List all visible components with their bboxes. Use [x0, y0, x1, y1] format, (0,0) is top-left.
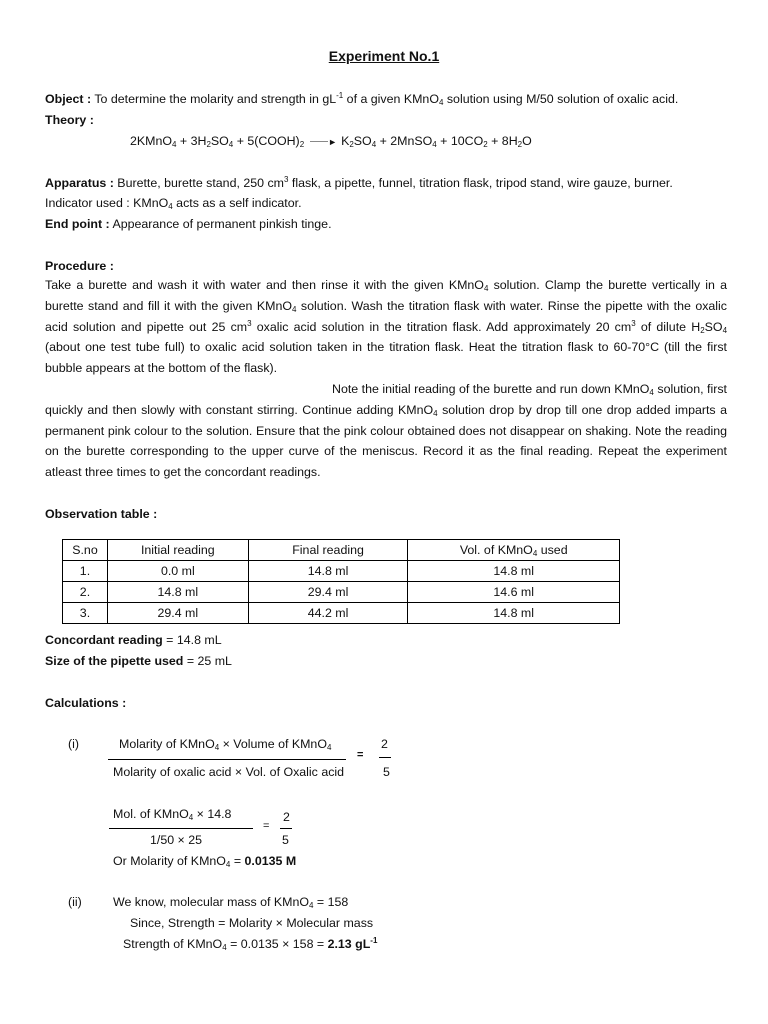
formula2-equals: = — [263, 820, 270, 832]
object-label: Object : — [45, 92, 92, 106]
observation-table — [62, 539, 620, 624]
formula1-equals: = — [357, 749, 364, 761]
ratio2-numerator: 2 — [283, 810, 290, 824]
molarity-result: Or Molarity of KMnO$_4$ = 0.0135 M — [113, 854, 297, 869]
strength-result: Strength of KMnO$_4$ = 0.0135 × 158 = 2.13 $gL^{-1}$ — [123, 936, 378, 952]
indicator-line: Indicator used : KMnO$_4$ acts as a self indicator. — [45, 196, 302, 211]
procedure-label: Procedure : — [45, 259, 114, 273]
theory-label: Theory : — [45, 113, 94, 127]
ratio1-fraction-line — [379, 757, 391, 758]
end-point-line: End point : Appearance of permanent pinkish tinge. — [45, 217, 332, 231]
object-line: Object : To determine the molarity and strength in $gL^{-1}$ of a given KMnO$_4$ solution using M/50 solution of oxalic acid. — [45, 91, 679, 107]
apparatus-label: Apparatus : — [45, 176, 114, 190]
table-row: 3. 29.4 ml 44.2 ml 14.8 ml — [63, 603, 620, 624]
experiment-title: Experiment No.1 — [328, 48, 440, 64]
apparatus-line: Apparatus : Burette, burette stand, 250 $cm^3$ flask, a pipette, funnel, titration flask, tripod stand, wire gauze, burner. — [45, 175, 673, 190]
table-row: 1. 0.0 ml 14.8 ml 14.8 ml — [63, 561, 620, 582]
pipette-size: Size of the pipette used = 25 mL — [45, 654, 232, 668]
header-volume: Vol. of KMnO$_4$ used — [408, 540, 620, 561]
formula2-denominator: 1/50 × 25 — [150, 833, 203, 847]
calculations-label: Calculations : — [45, 696, 127, 710]
ratio2-denominator: 5 — [282, 833, 289, 847]
observation-label: Observation table : — [45, 507, 158, 521]
arrow-line — [310, 141, 328, 142]
formula2-fraction-line — [109, 828, 253, 829]
step-i-label: (i) — [68, 737, 80, 751]
ratio1-denominator: 5 — [383, 765, 390, 779]
formula2-numerator: Mol. of KMnO$_4$ × 14.8 — [113, 807, 232, 822]
header-final: Final reading — [248, 540, 408, 561]
table-header-row — [63, 540, 620, 561]
ratio1-numerator: 2 — [381, 737, 388, 751]
table-row: 2. 14.8 ml 29.4 ml 14.6 ml — [63, 582, 620, 603]
ratio2-fraction-line — [280, 828, 292, 829]
step-ii-label: (ii) — [68, 895, 82, 909]
end-point-label: End point : — [45, 217, 110, 231]
strength-formula-line: Since, Strength = Molarity × Molecular mass — [130, 916, 374, 930]
formula1-fraction-line — [108, 759, 346, 760]
formula1-numerator: Molarity of KMnO$_4$ × Volume of KMnO$_4$ — [119, 737, 332, 752]
header-sno: S.no — [63, 540, 108, 561]
molecular-mass-line: We know, molecular mass of KMnO$_4$ = 158 — [113, 895, 349, 910]
formula1-denominator: Molarity of oxalic acid × Vol. of Oxalic acid — [113, 765, 345, 779]
arrow-icon: ► — [328, 137, 338, 147]
concordant-reading: Concordant reading = 14.8 mL — [45, 633, 222, 647]
header-initial: Initial reading — [107, 540, 248, 561]
procedure-paragraph-2: Note the initial reading of the burette and run down KMnO$_4$ solution, first quickly and then slowly with constant stirring. Continue adding KMnO$_4$ solution drop by drop till one drop added imparts a permanent pink colour to the solution. Ensure that the pink colour obtained does not disappear on shaking. Note the reading on the burette corresponding to the upper curve of the meniscus. Record it as the final reading. Repeat the experiment atleast three times to get the concordant readings. — [45, 382, 727, 480]
reaction-equation: 2KMnO$_4$ + $3H_2SO_4$ + $5(COOH)_2$ ► $K_2SO_4$ + 2MnSO$_4$ + $10CO_2 + 8H_2O$ — [130, 134, 532, 149]
procedure-paragraph-1: Take a burette and wash it with water and then rinse it with the given KMnO$_4$ solution. Clamp the burette vertically in a burette stand and fill it with the given KMnO$_4$ solution. Wash the titration flask with water. Rinse the pipette with the oxalic acid solution and pipette out 25 $cm^3$ oxalic acid solution in the titration flask. Add approximately 20 $cm^3$ of dilute $H_2SO_4$ (about one test tube full) to oxalic acid solution taken in the titration flask. Heat the titration flask to 60-70°C (till the first bubble appears at the bottom of the flask). — [45, 278, 728, 376]
